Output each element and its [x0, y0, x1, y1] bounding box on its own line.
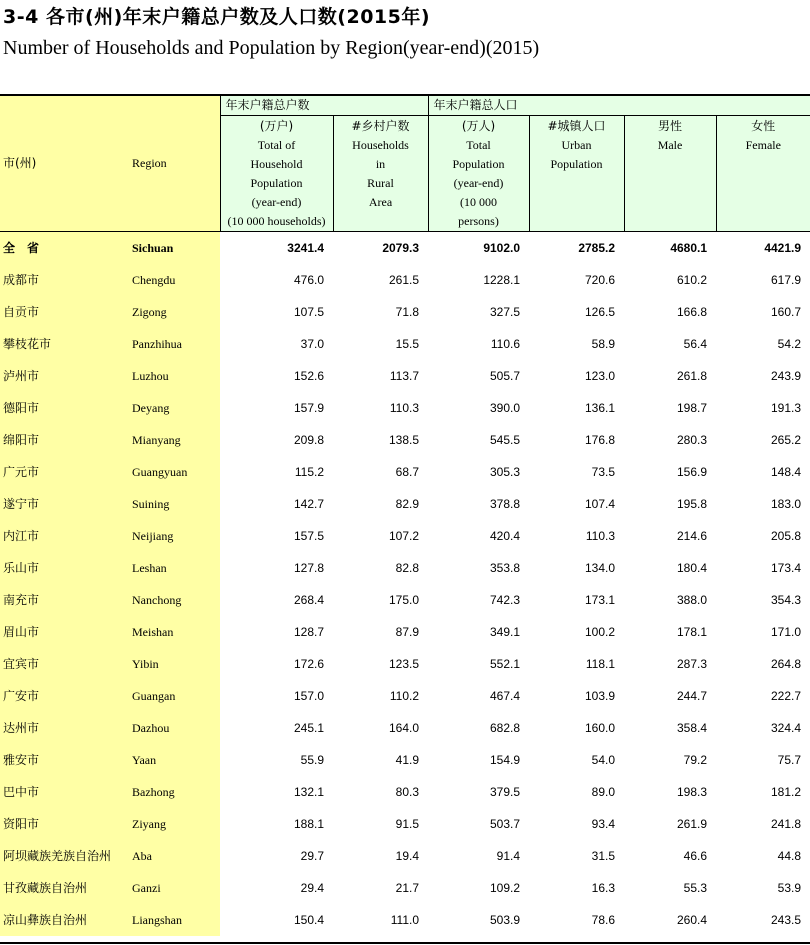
female-cell: 265.2	[771, 432, 802, 447]
urban-population-cell: 134.0	[584, 560, 616, 575]
header-region-cn: 市(州)	[0, 96, 132, 232]
total-population-cell: 420.4	[489, 528, 521, 543]
female-cell: 354.3	[771, 592, 802, 607]
total-population-cell: 503.7	[489, 816, 521, 831]
table-row	[0, 552, 810, 584]
region-name-cn: 资阳市	[0, 808, 132, 840]
female-cell: 181.2	[771, 784, 802, 799]
urban-population-cell: 100.2	[584, 624, 616, 639]
female-cell: 44.8	[777, 848, 802, 863]
total-households-cell: 107.5	[293, 304, 324, 319]
header-urban-population: #城镇人口 Urban Population	[529, 116, 624, 232]
total-population-cell: 378.8	[489, 496, 521, 511]
urban-population-cell: 110.3	[585, 528, 616, 543]
rural-households-cell: 107.2	[388, 528, 420, 543]
table-body	[0, 232, 810, 937]
table-row	[0, 776, 810, 808]
table-row	[0, 616, 810, 648]
table-row	[0, 872, 810, 904]
male-cell: 214.6	[676, 528, 708, 543]
female-cell: 243.5	[771, 912, 802, 927]
female-cell: 241.8	[771, 816, 802, 831]
table-row	[0, 296, 810, 328]
total-households-cell: 209.8	[293, 432, 324, 447]
region-name-cn: 广元市	[0, 456, 132, 488]
region-name-en: Mianyang	[132, 424, 220, 456]
female-cell: 191.3	[771, 400, 802, 415]
male-cell: 166.8	[676, 304, 708, 319]
header-region-en: Region	[132, 96, 220, 232]
rural-households-cell: 41.9	[395, 752, 420, 767]
table-row-total	[0, 232, 810, 265]
male-cell: 178.1	[676, 624, 708, 639]
total-households-cell: 188.1	[293, 816, 324, 831]
region-name-cn: 南充市	[0, 584, 132, 616]
total-households-cell: 37.0	[300, 336, 324, 351]
urban-population-cell: 73.5	[591, 464, 616, 479]
table-row	[0, 392, 810, 424]
total-population-cell: 505.7	[489, 368, 521, 383]
male-cell: 4680.1	[624, 232, 716, 265]
male-cell: 388.0	[676, 592, 708, 607]
rural-households-cell: 123.5	[388, 656, 420, 671]
total-households-cell: 150.4	[293, 912, 324, 927]
male-cell: 180.4	[676, 560, 708, 575]
female-cell: 4421.9	[716, 232, 810, 265]
female-cell: 222.7	[771, 688, 802, 703]
total-households-cell: 127.8	[293, 560, 324, 575]
region-name-en: Sichuan	[132, 232, 220, 265]
region-name-en: Dazhou	[132, 712, 220, 744]
region-name-cn: 宜宾市	[0, 648, 132, 680]
total-population-cell: 552.1	[489, 656, 521, 671]
rural-households-cell: 91.5	[395, 816, 420, 831]
female-cell: 171.0	[771, 624, 802, 639]
total-population-cell: 390.0	[489, 400, 521, 415]
table-row	[0, 488, 810, 520]
urban-population-cell: 160.0	[584, 720, 616, 735]
table-row	[0, 456, 810, 488]
total-households-cell: 157.5	[293, 528, 324, 543]
rural-households-cell: 138.5	[388, 432, 420, 447]
male-cell: 79.2	[683, 752, 708, 767]
table-title-chinese: 3-4 各市(州)年末户籍总户数及人口数(2015年)	[3, 6, 431, 28]
table-row	[0, 648, 810, 680]
region-name-en: Nanchong	[132, 584, 220, 616]
region-name-en: Bazhong	[132, 776, 220, 808]
total-population-cell: 154.9	[489, 752, 521, 767]
male-cell: 156.9	[676, 464, 708, 479]
total-population-cell: 91.4	[496, 848, 521, 863]
bottom-rule	[0, 942, 810, 944]
male-cell: 198.3	[676, 784, 708, 799]
region-name-en: Ganzi	[132, 872, 220, 904]
total-households-cell: 3241.4	[220, 232, 333, 265]
total-population-cell: 1228.1	[483, 272, 521, 287]
table-row	[0, 264, 810, 296]
urban-population-cell: 107.4	[584, 496, 616, 511]
total-population-cell: 305.3	[489, 464, 521, 479]
urban-population-cell: 31.5	[591, 848, 616, 863]
male-cell: 46.6	[683, 848, 708, 863]
total-households-cell: 172.6	[293, 656, 324, 671]
urban-population-cell: 93.4	[591, 816, 616, 831]
region-name-cn: 遂宁市	[0, 488, 132, 520]
male-cell: 287.3	[676, 656, 708, 671]
region-name-en: Guangan	[132, 680, 220, 712]
region-name-cn: 全 省	[0, 232, 132, 265]
region-name-cn: 德阳市	[0, 392, 132, 424]
total-households-cell: 142.7	[293, 496, 324, 511]
table-header	[0, 96, 810, 232]
region-name-en: Deyang	[132, 392, 220, 424]
female-cell: 54.2	[777, 336, 802, 351]
table-row	[0, 680, 810, 712]
region-name-cn: 眉山市	[0, 616, 132, 648]
table-row	[0, 424, 810, 456]
male-cell: 260.4	[676, 912, 708, 927]
total-households-cell: 115.2	[294, 464, 324, 479]
female-cell: 617.9	[771, 272, 802, 287]
region-name-en: Liangshan	[132, 904, 220, 936]
region-name-en: Yaan	[132, 744, 220, 776]
table-row	[0, 840, 810, 872]
region-name-cn: 成都市	[0, 264, 132, 296]
region-name-en: Panzhihua	[132, 328, 220, 360]
total-population-cell: 327.5	[489, 304, 521, 319]
table-row	[0, 520, 810, 552]
urban-population-cell: 16.3	[591, 880, 616, 895]
rural-households-cell: 82.8	[395, 560, 420, 575]
female-cell: 173.4	[771, 560, 802, 575]
region-name-cn: 自贡市	[0, 296, 132, 328]
male-cell: 261.8	[676, 368, 708, 383]
rural-households-cell: 113.7	[389, 368, 420, 383]
female-cell: 160.7	[771, 304, 802, 319]
urban-population-cell: 103.9	[584, 688, 616, 703]
region-name-en: Chengdu	[132, 264, 220, 296]
header-female: 女性 Female	[716, 116, 810, 232]
total-population-cell: 682.8	[489, 720, 521, 735]
total-households-cell: 245.1	[293, 720, 324, 735]
region-name-en: Suining	[132, 488, 220, 520]
total-households-cell: 128.7	[293, 624, 324, 639]
urban-population-cell: 136.1	[584, 400, 616, 415]
header-group-population: 年末户籍总人口	[428, 96, 810, 116]
total-households-cell: 29.7	[300, 848, 324, 863]
region-name-cn: 达州市	[0, 712, 132, 744]
urban-population-cell: 118.1	[585, 656, 616, 671]
region-name-cn: 阿坝藏族羌族自治州	[0, 840, 132, 872]
rural-households-cell: 80.3	[395, 784, 420, 799]
header-rural-households: #乡村户数 Households in Rural Area	[333, 116, 428, 232]
rural-households-cell: 71.8	[395, 304, 420, 319]
urban-population-cell: 58.9	[591, 336, 616, 351]
urban-population-cell: 123.0	[584, 368, 616, 383]
region-name-en: Meishan	[132, 616, 220, 648]
total-households-cell: 157.9	[293, 400, 324, 415]
table-row	[0, 904, 810, 936]
male-cell: 55.3	[683, 880, 708, 895]
region-name-cn: 攀枝花市	[0, 328, 132, 360]
male-cell: 244.7	[676, 688, 708, 703]
female-cell: 264.8	[771, 656, 802, 671]
region-name-en: Zigong	[132, 296, 220, 328]
table-row	[0, 808, 810, 840]
male-cell: 610.2	[676, 272, 708, 287]
urban-population-cell: 126.5	[584, 304, 616, 319]
total-households-cell: 132.1	[293, 784, 324, 799]
male-cell: 195.8	[676, 496, 708, 511]
total-households-cell: 157.0	[293, 688, 324, 703]
region-name-cn: 内江市	[0, 520, 132, 552]
rural-households-cell: 15.5	[395, 336, 420, 351]
urban-population-cell: 78.6	[591, 912, 616, 927]
rural-households-cell: 68.7	[395, 464, 420, 479]
header-total-households: (万户) Total of Household Population (year-end) (10 000 households)	[220, 116, 333, 232]
urban-population-cell: 54.0	[591, 752, 616, 767]
region-name-cn: 巴中市	[0, 776, 132, 808]
total-population-cell: 467.4	[489, 688, 521, 703]
region-name-cn: 广安市	[0, 680, 132, 712]
female-cell: 75.7	[777, 752, 802, 767]
total-population-cell: 349.1	[489, 624, 521, 639]
rural-households-cell: 110.2	[389, 688, 420, 703]
total-population-cell: 110.6	[490, 336, 521, 351]
table-title-english: Number of Households and Population by Region(year-end)(2015)	[3, 37, 540, 59]
region-name-en: Aba	[132, 840, 220, 872]
urban-population-cell: 720.6	[584, 272, 616, 287]
urban-population-cell: 89.0	[591, 784, 616, 799]
region-name-cn: 泸州市	[0, 360, 132, 392]
rural-households-cell: 175.0	[388, 592, 420, 607]
table-row	[0, 584, 810, 616]
total-population-cell: 379.5	[489, 784, 521, 799]
rural-households-cell: 164.0	[388, 720, 420, 735]
region-name-en: Leshan	[132, 552, 220, 584]
male-cell: 261.9	[676, 816, 708, 831]
total-households-cell: 29.4	[300, 880, 324, 895]
total-households-cell: 476.0	[293, 272, 324, 287]
table-row	[0, 360, 810, 392]
rural-households-cell: 19.4	[395, 848, 420, 863]
region-name-cn: 绵阳市	[0, 424, 132, 456]
total-households-cell: 268.4	[293, 592, 324, 607]
table-row	[0, 328, 810, 360]
total-population-cell: 545.5	[489, 432, 521, 447]
region-name-en: Luzhou	[132, 360, 220, 392]
total-households-cell: 55.9	[300, 752, 324, 767]
rural-households-cell: 21.7	[395, 880, 420, 895]
male-cell: 358.4	[676, 720, 708, 735]
total-population-cell: 109.2	[489, 880, 521, 895]
region-name-cn: 雅安市	[0, 744, 132, 776]
rural-households-cell: 111.0	[390, 912, 420, 927]
total-population-cell: 503.9	[489, 912, 521, 927]
rural-households-cell: 82.9	[395, 496, 420, 511]
urban-population-cell: 2785.2	[529, 232, 624, 265]
female-cell: 148.4	[771, 464, 802, 479]
rural-households-cell: 110.3	[389, 400, 420, 415]
male-cell: 198.7	[676, 400, 708, 415]
region-name-en: Yibin	[132, 648, 220, 680]
female-cell: 324.4	[771, 720, 802, 735]
region-name-cn: 乐山市	[0, 552, 132, 584]
urban-population-cell: 173.1	[584, 592, 616, 607]
region-name-cn: 甘孜藏族自治州	[0, 872, 132, 904]
female-cell: 243.9	[771, 368, 802, 383]
total-population-cell: 742.3	[489, 592, 521, 607]
region-name-en: Guangyuan	[132, 456, 220, 488]
total-population-cell: 353.8	[489, 560, 521, 575]
male-cell: 56.4	[683, 336, 708, 351]
table-row	[0, 712, 810, 744]
region-name-en: Ziyang	[132, 808, 220, 840]
table-row	[0, 744, 810, 776]
rural-households-cell: 87.9	[395, 624, 420, 639]
header-total-population: (万人) Total Population (year-end) (10 000 persons)	[428, 116, 529, 232]
male-cell: 280.3	[676, 432, 708, 447]
region-name-cn: 凉山彝族自治州	[0, 904, 132, 936]
header-group-households: 年末户籍总户数	[220, 96, 428, 116]
rural-households-cell: 2079.3	[333, 232, 428, 265]
urban-population-cell: 176.8	[584, 432, 616, 447]
total-households-cell: 152.6	[293, 368, 324, 383]
header-male: 男性 Male	[624, 116, 716, 232]
rural-households-cell: 261.5	[388, 272, 420, 287]
total-population-cell: 9102.0	[428, 232, 529, 265]
female-cell: 205.8	[771, 528, 802, 543]
region-name-en: Neijiang	[132, 520, 220, 552]
statistics-table	[0, 96, 810, 936]
female-cell: 53.9	[777, 880, 802, 895]
female-cell: 183.0	[771, 496, 802, 511]
